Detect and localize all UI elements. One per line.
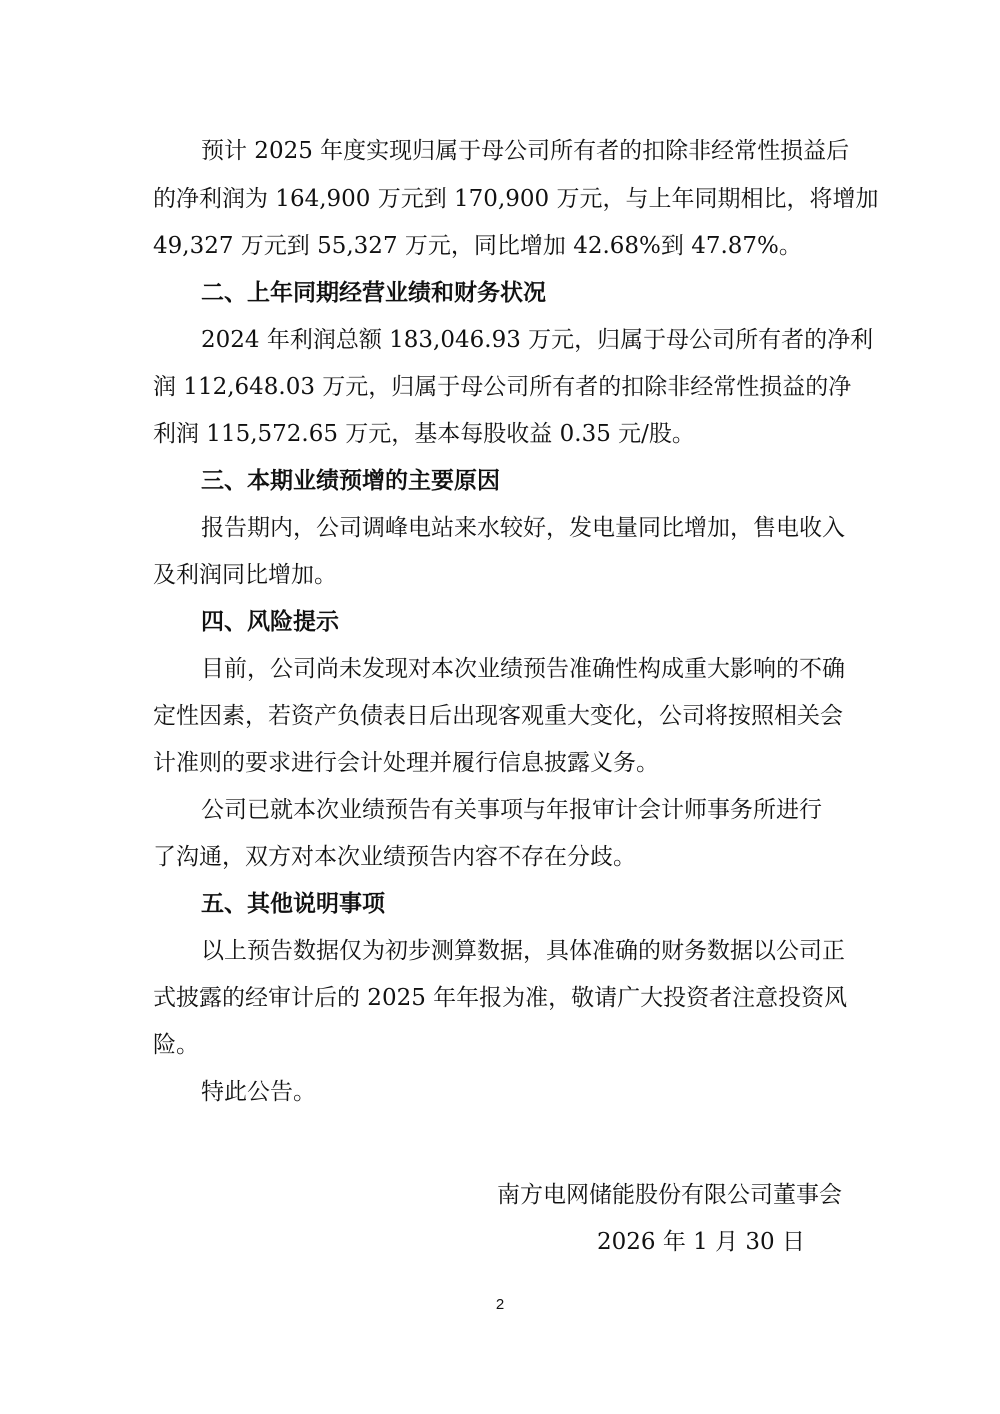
text-line: 的净利润为 164,900 万元到 170,900 万元，与上年同期相比，将增加 [153,186,879,212]
text-line: 利润 115,572.65 万元，基本每股收益 0.35 元/股。 [153,421,695,447]
text-line: 目前，公司尚未发现对本次业绩预告准确性构成重大影响的不确 [201,656,845,682]
text-line: 了沟通，双方对本次业绩预告内容不存在分歧。 [153,844,636,870]
closing-text: 特此公告。 [201,1079,316,1105]
section-heading-risk: 四、风险提示 [201,609,339,635]
signature-board: 南方电网储能股份有限公司董事会 [497,1182,842,1208]
text-line: 以上预告数据仅为初步测算数据，具体准确的财务数据以公司正 [201,938,845,964]
text-line: 公司已就本次业绩预告有关事项与年报审计会计师事务所进行 [201,797,822,823]
signature-date: 2026 年 1 月 30 日 [597,1229,805,1255]
section-heading-prior-year: 二、上年同期经营业绩和财务状况 [201,280,546,306]
text-line: 定性因素，若资产负债表日后出现客观重大变化，公司将按照相关会 [153,703,843,729]
page-number: 2 [495,1296,505,1313]
section-heading-reasons: 三、本期业绩预增的主要原因 [201,468,500,494]
section-heading-other: 五、其他说明事项 [201,891,385,917]
text-line: 润 112,648.03 万元，归属于母公司所有者的扣除非经常性损益的净 [153,374,852,400]
text-line: 及利润同比增加。 [153,562,337,588]
text-line: 式披露的经审计后的 2025 年年报为准，敬请广大投资者注意投资风 [153,985,848,1011]
text-line: 计准则的要求进行会计处理并履行信息披露义务。 [153,750,659,776]
text-line: 49,327 万元到 55,327 万元，同比增加 42.68%到 47.87%。 [153,233,802,259]
text-line: 报告期内，公司调峰电站来水较好，发电量同比增加，售电收入 [201,515,845,541]
text-line: 预计 2025 年度实现归属于母公司所有者的扣除非经常性损益后 [201,138,850,164]
text-line: 险。 [153,1032,199,1058]
text-line: 2024 年利润总额 183,046.93 万元，归属于母公司所有者的净利 [201,327,874,353]
